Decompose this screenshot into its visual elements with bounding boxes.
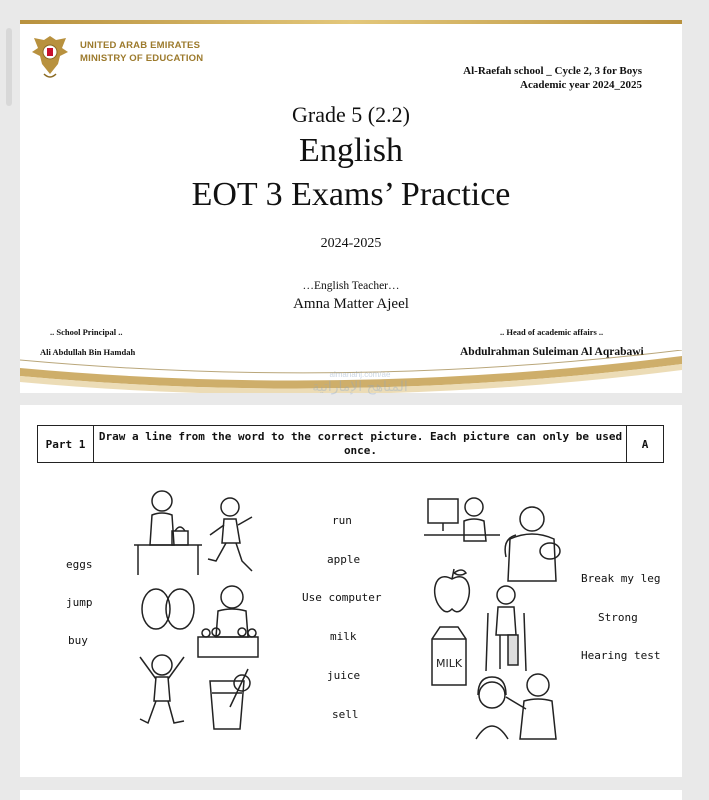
principal-role: .. School Principal .. — [50, 327, 123, 337]
word-jump: jump — [66, 596, 93, 609]
milk-carton-picture — [426, 623, 472, 687]
shopping-picture — [128, 485, 208, 577]
scrollbar-handle[interactable] — [6, 28, 12, 106]
juice-picture — [204, 667, 254, 733]
cover-page — [20, 20, 682, 393]
word-apple: apple — [327, 553, 361, 566]
word-use-computer: Use computer — [302, 591, 382, 604]
gold-top-border — [20, 20, 682, 24]
principal-name: Ali Abdullah Bin Hamdah — [40, 347, 136, 357]
watermark-arabic: المناهج الإماراتية — [312, 379, 408, 395]
ministry-line-1: UNITED ARAB EMIRATES — [80, 40, 201, 51]
word-strong: Strong — [598, 611, 638, 624]
academic-year: Academic year 2024_2025 — [520, 79, 642, 91]
part-header-table — [37, 425, 664, 463]
watermark-url: almanahj.com/ae — [329, 370, 391, 379]
hearing-test-picture — [468, 669, 564, 741]
word-sell: sell — [332, 708, 359, 721]
jumping-boy-picture — [132, 645, 192, 731]
uae-emblem-icon — [30, 30, 70, 82]
school-name: Al-Raefah school _ Cycle 2, 3 for Boys — [463, 65, 642, 77]
strong-man-picture — [498, 499, 568, 583]
teacher-name: Amna Matter Ajeel — [293, 296, 409, 312]
exam-title: EOT 3 Exams’ Practice — [191, 176, 511, 213]
word-run: run — [332, 514, 352, 527]
head-name: Abdulrahman Suleiman Al Aqrabawi — [460, 346, 644, 358]
word-milk: milk — [330, 630, 357, 643]
market-seller-picture — [192, 577, 262, 661]
word-juice: juice — [327, 669, 361, 682]
running-boy-picture — [202, 495, 258, 577]
broken-leg-picture — [482, 583, 530, 673]
subject-title: English — [299, 132, 403, 169]
milk-label: MILK — [435, 657, 463, 670]
ministry-line-2: MINISTRY OF EDUCATION — [80, 53, 204, 64]
apple-picture — [430, 565, 474, 615]
computer-picture — [424, 491, 504, 557]
word-buy: buy — [68, 634, 88, 647]
exam-years: 2024-2025 — [320, 236, 382, 251]
next-page-edge — [20, 790, 682, 800]
instruction — [94, 426, 627, 462]
eggs-picture — [138, 583, 198, 633]
teacher-role: …English Teacher… — [302, 280, 400, 292]
instruction-line-2: once. — [343, 444, 378, 457]
grade-title: Grade 5 (2.2) — [292, 102, 410, 127]
instruction-line-1: Draw a line from the word to the correct picture. Each picture can only be used — [98, 430, 623, 443]
word-hearing-test: Hearing test — [581, 649, 661, 662]
worksheet-page — [20, 405, 682, 777]
word-eggs: eggs — [66, 558, 93, 571]
part-letter: A — [626, 426, 663, 462]
word-break-my-leg: Break my leg — [581, 572, 661, 585]
part-label: Part 1 — [38, 426, 94, 462]
head-role: .. Head of academic affairs .. — [500, 327, 604, 337]
